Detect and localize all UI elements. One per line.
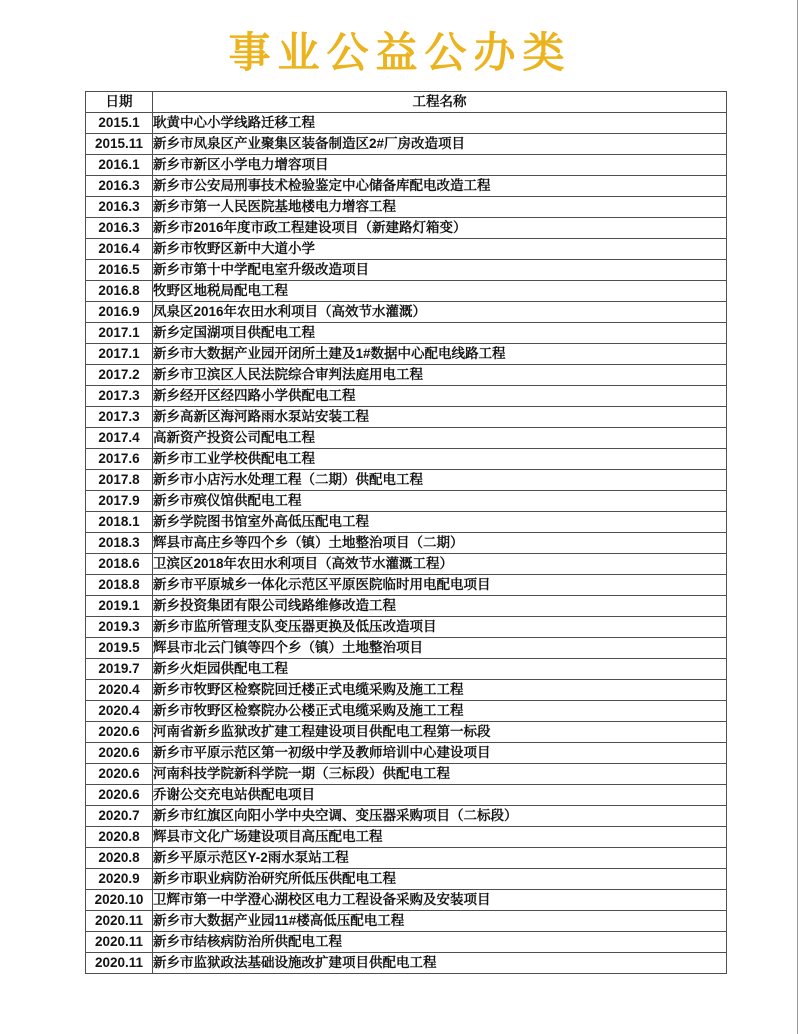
date-cell: 2016.4 [86,239,153,260]
date-cell: 2017.8 [86,470,153,491]
header-row [86,92,727,113]
project-name-cell: 新乡市小店污水处理工程（二期）供配电工程 [153,470,727,491]
project-name-cell: 新乡市牧野区新中大道小学 [153,239,727,260]
table-row [86,512,727,533]
page-title: 事业公益公办类 [228,29,572,76]
date-cell: 2018.8 [86,575,153,596]
table-row [86,407,727,428]
project-name-cell: 耿黄中心小学线路迁移工程 [153,113,727,134]
project-name-cell: 新乡市红旗区向阳小学中央空调、变压器采购项目（二标段） [153,806,727,827]
table-body [86,113,727,974]
date-cell: 2019.5 [86,638,153,659]
table-row [86,701,727,722]
date-cell: 2020.11 [86,911,153,932]
date-cell: 2017.1 [86,323,153,344]
project-name-cell: 辉县市文化广场建设项目高压配电工程 [153,827,727,848]
project-name-cell: 新乡平原示范区Y-2雨水泵站工程 [153,848,727,869]
table-row [86,155,727,176]
date-cell: 2020.9 [86,869,153,890]
table-row [86,932,727,953]
project-name-cell: 新乡市第十中学配电室升级改造项目 [153,260,727,281]
date-cell: 2019.1 [86,596,153,617]
project-name-column-header: 工程名称 [153,92,727,113]
table-row [86,386,727,407]
table-row [86,533,727,554]
project-name-cell: 辉县市北云门镇等四个乡（镇）土地整治项目 [153,638,727,659]
date-cell: 2018.6 [86,554,153,575]
date-cell: 2016.8 [86,281,153,302]
project-name-cell: 新乡市卫滨区人民法院综合审判法庭用电工程 [153,365,727,386]
date-cell: 2018.3 [86,533,153,554]
table-row [86,554,727,575]
project-name-cell: 新乡市平原示范区第一初级中学及教师培训中心建设项目 [153,743,727,764]
date-cell: 2020.6 [86,743,153,764]
date-cell: 2016.3 [86,218,153,239]
date-cell: 2015.11 [86,134,153,155]
table-row [86,449,727,470]
table-row [86,113,727,134]
date-cell: 2020.7 [86,806,153,827]
date-cell: 2016.5 [86,260,153,281]
table-row [86,197,727,218]
table-row [86,176,727,197]
date-cell: 2016.3 [86,176,153,197]
date-cell: 2020.10 [86,890,153,911]
table-row [86,743,727,764]
project-name-cell: 新乡市平原城乡一体化示范区平原医院临时用电配电项目 [153,575,727,596]
table-row [86,218,727,239]
table-row [86,617,727,638]
project-name-cell: 牧野区地税局配电工程 [153,281,727,302]
photo-edge-line [797,0,798,1034]
table-row [86,848,727,869]
project-name-cell: 新乡市工业学校供配电工程 [153,449,727,470]
date-cell: 2020.8 [86,827,153,848]
date-cell: 2020.11 [86,953,153,974]
project-name-cell: 新乡火炬园供配电工程 [153,659,727,680]
project-name-cell: 新乡市职业病防治研究所低压供配电工程 [153,869,727,890]
date-cell: 2017.3 [86,407,153,428]
table-row [86,596,727,617]
table-row [86,680,727,701]
table-row [86,764,727,785]
table-row [86,344,727,365]
table-header [86,92,727,113]
project-name-cell: 新乡市殡仪馆供配电工程 [153,491,727,512]
table-row [86,638,727,659]
date-cell: 2017.6 [86,449,153,470]
date-cell: 2016.9 [86,302,153,323]
project-name-cell: 新乡经开区经四路小学供配电工程 [153,386,727,407]
date-cell: 2020.11 [86,932,153,953]
project-name-cell: 新乡市公安局刑事技术检验鉴定中心储备库配电改造工程 [153,176,727,197]
project-name-cell: 新乡市大数据产业园开闭所土建及1#数据中心配电线路工程 [153,344,727,365]
table-row [86,806,727,827]
table-row [86,890,727,911]
project-name-cell: 新乡市凤泉区产业聚集区装备制造区2#厂房改造项目 [153,134,727,155]
table-row [86,260,727,281]
project-name-cell: 新乡市大数据产业园11#楼高低压配电工程 [153,911,727,932]
project-name-cell: 乔谢公交充电站供配电项目 [153,785,727,806]
table-row [86,134,727,155]
table-row [86,785,727,806]
table-row [86,953,727,974]
date-cell: 2017.1 [86,344,153,365]
table-row [86,575,727,596]
project-name-cell: 凤泉区2016年农田水利项目（高效节水灌溉） [153,302,727,323]
date-cell: 2020.6 [86,785,153,806]
date-column-header: 日期 [86,92,153,113]
date-cell: 2017.2 [86,365,153,386]
date-cell: 2019.3 [86,617,153,638]
project-name-cell: 新乡市新区小学电力增容项目 [153,155,727,176]
project-name-cell: 河南科技学院新科学院一期（三标段）供配电工程 [153,764,727,785]
date-cell: 2016.3 [86,197,153,218]
project-name-cell: 新乡市第一人民医院基地楼电力增容工程 [153,197,727,218]
project-name-cell: 辉县市高庄乡等四个乡（镇）土地整治项目（二期） [153,533,727,554]
project-name-cell: 河南省新乡监狱改扩建工程建设项目供配电工程第一标段 [153,722,727,743]
project-name-cell: 卫辉市第一中学澄心湖校区电力工程设备采购及安装项目 [153,890,727,911]
date-cell: 2016.1 [86,155,153,176]
date-cell: 2019.7 [86,659,153,680]
table-row [86,365,727,386]
table-row [86,281,727,302]
date-cell: 2020.4 [86,680,153,701]
project-name-cell: 新乡市牧野区检察院回迁楼正式电缆采购及施工工程 [153,680,727,701]
table-row [86,827,727,848]
table-row [86,239,727,260]
date-cell: 2020.6 [86,764,153,785]
project-name-cell: 新乡市结核病防治所供配电工程 [153,932,727,953]
date-cell: 2020.6 [86,722,153,743]
date-cell: 2017.9 [86,491,153,512]
table-row [86,869,727,890]
project-name-cell: 新乡市监所管理支队变压器更换及低压改造项目 [153,617,727,638]
table-row [86,323,727,344]
project-name-cell: 新乡市牧野区检察院办公楼正式电缆采购及施工工程 [153,701,727,722]
table-row [86,428,727,449]
date-cell: 2017.4 [86,428,153,449]
project-name-cell: 新乡高新区海河路雨水泵站安装工程 [153,407,727,428]
project-name-cell: 新乡投资集团有限公司线路维修改造工程 [153,596,727,617]
table-row [86,302,727,323]
table-row [86,491,727,512]
project-name-cell: 新乡市2016年度市政工程建设项目（新建路灯箱变） [153,218,727,239]
table-row [86,911,727,932]
date-cell: 2018.1 [86,512,153,533]
date-cell: 2017.3 [86,386,153,407]
table-row [86,722,727,743]
table-row [86,470,727,491]
project-name-cell: 高新资产投资公司配电工程 [153,428,727,449]
project-name-cell: 新乡定国湖项目供配电工程 [153,323,727,344]
project-name-cell: 新乡学院图书馆室外高低压配电工程 [153,512,727,533]
date-cell: 2020.4 [86,701,153,722]
project-name-cell: 新乡市监狱政法基础设施改扩建项目供配电工程 [153,953,727,974]
date-cell: 2015.1 [86,113,153,134]
project-table [85,91,727,974]
project-name-cell: 卫滨区2018年农田水利项目（高效节水灌溉工程） [153,554,727,575]
table-row [86,659,727,680]
date-cell: 2020.8 [86,848,153,869]
